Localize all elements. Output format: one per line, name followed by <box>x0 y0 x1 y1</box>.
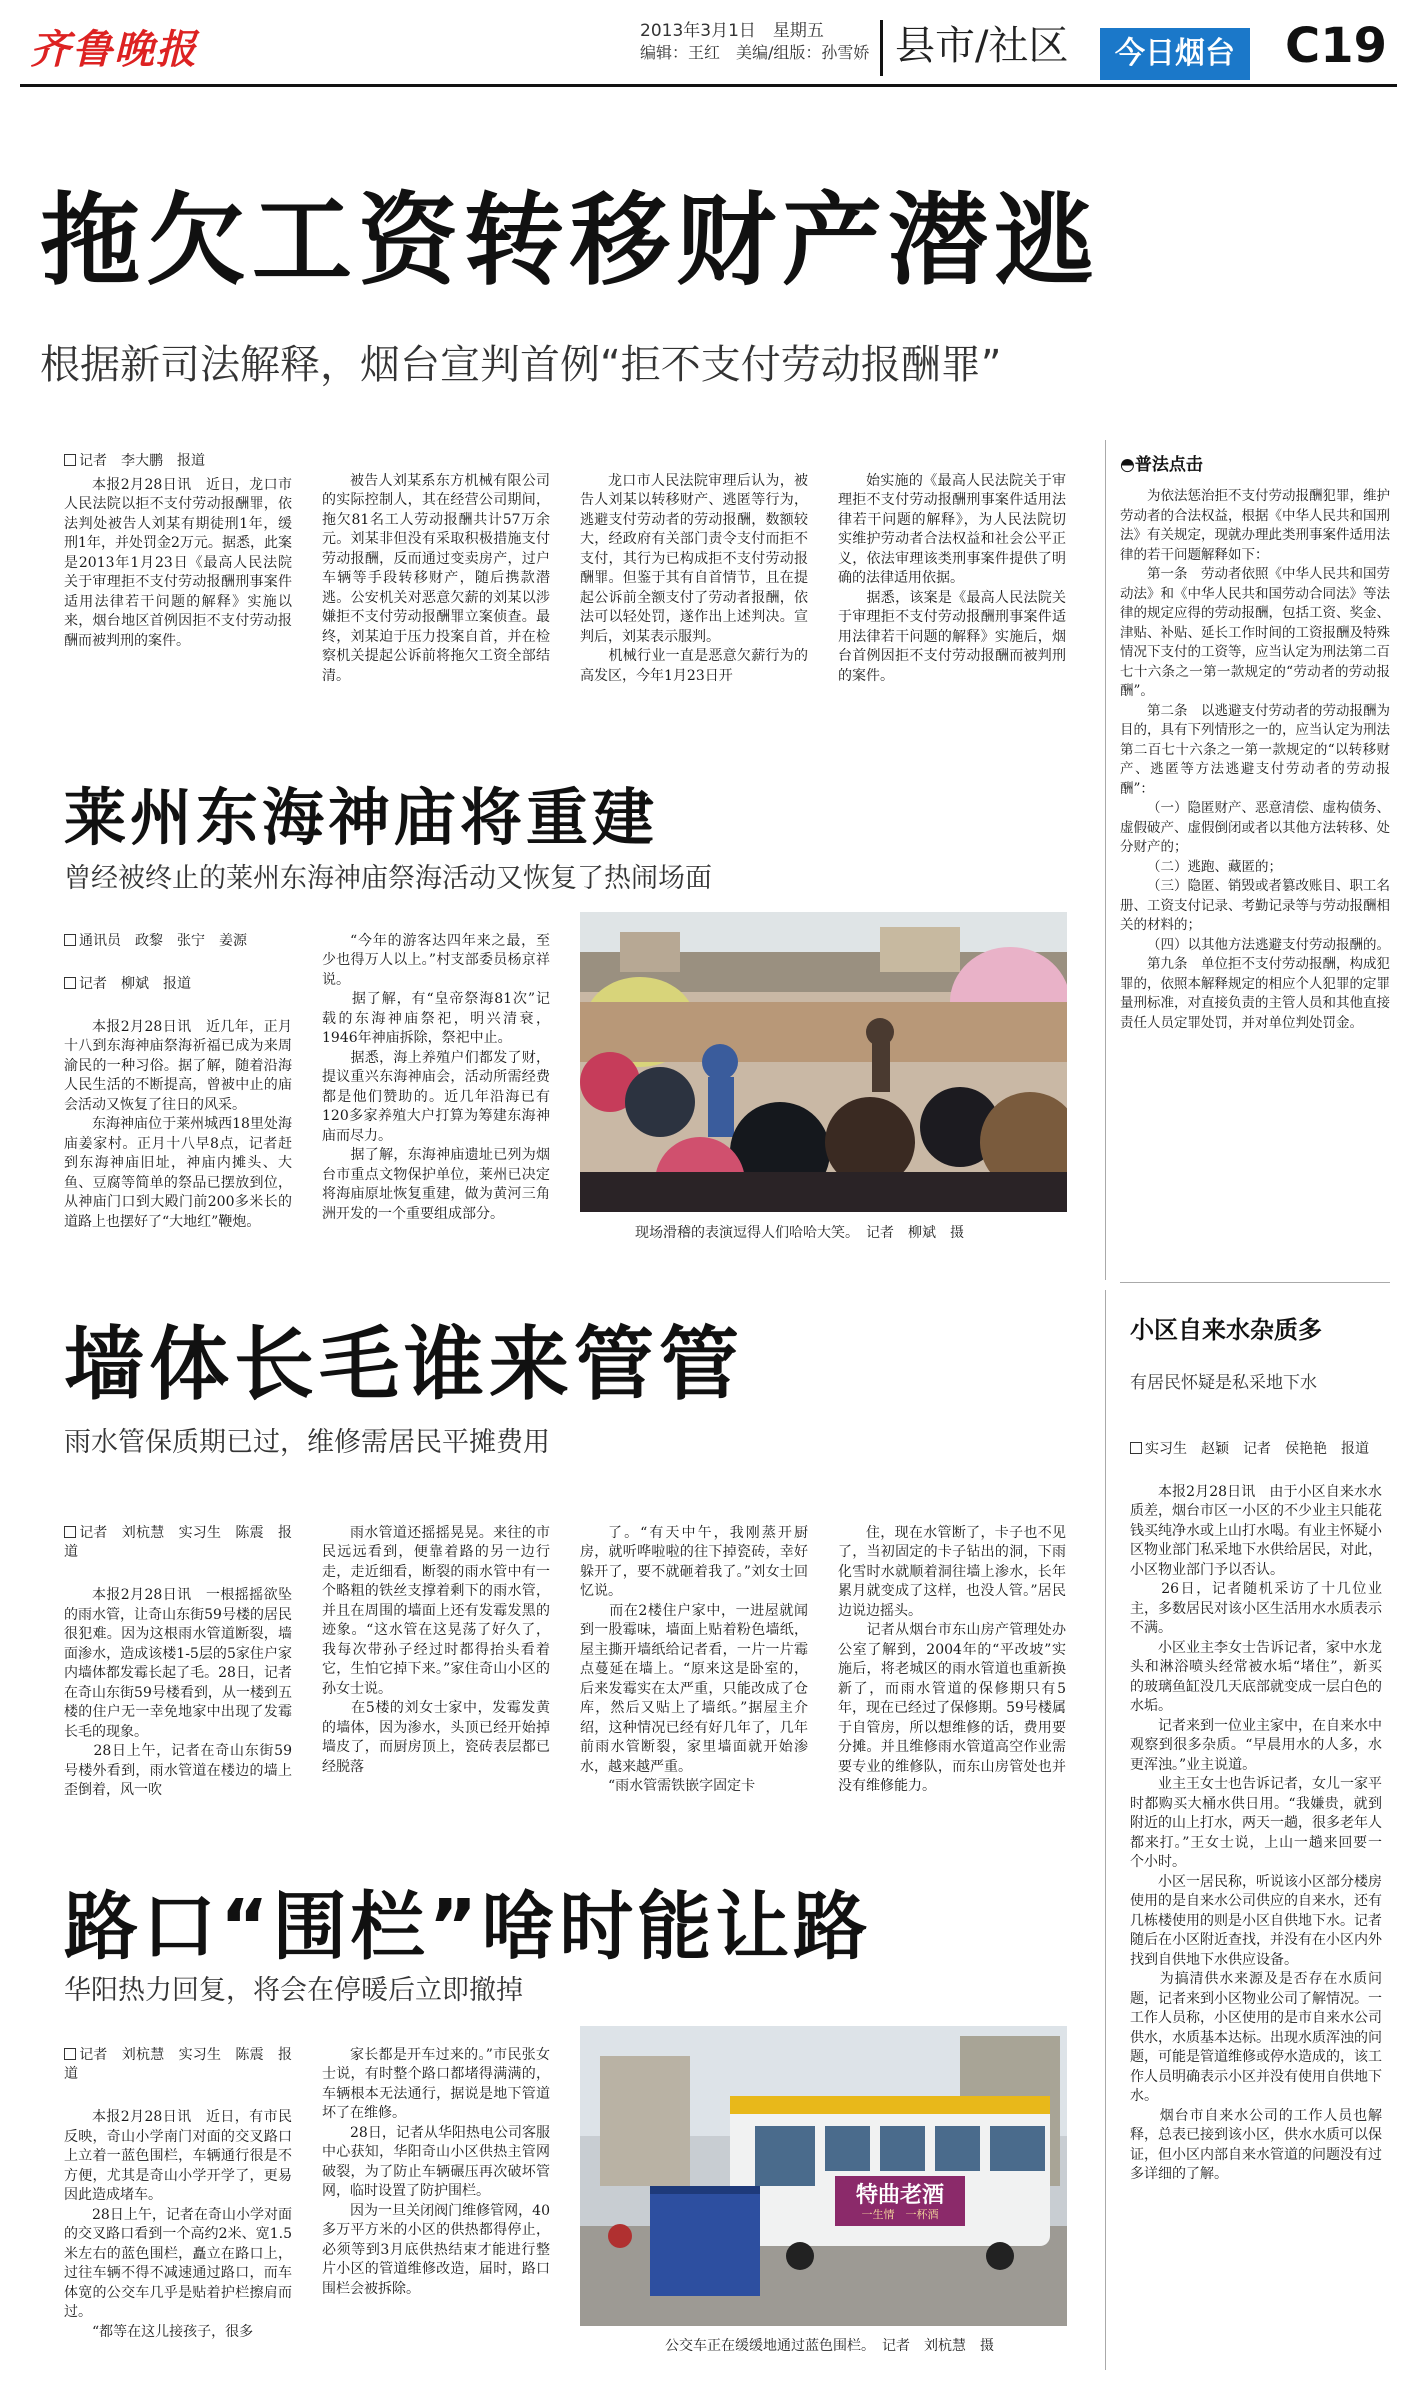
law-article-2c: （三）隐匿、销毁或者篡改账目、职工名册、工资支付记录、考勤记录等与劳动报酬相关的材料的； <box>1120 878 1390 933</box>
story5-headline: 小区自来水杂质多 <box>1130 1316 1322 1344</box>
story4-byline: 记者 刘杭慧 实习生 陈震 报道 <box>64 2046 292 2082</box>
story4-text-col2: 家长都是开车过来的。”市民张女士说，有时整个路口都堵得满满的，车辆根本无法通行，据说是地下管道坏了在维修。 28日，记者从华阳热电公司客服中心获知，华阳奇山小区供热主管网破裂，为了防止车辆碾压再次破坏管网，临时设置了防护围栏。 因为一旦关闭阀门维修管网，40多万平方米的小区的供热都得停止，必须等到3月底供热结束才能进行整片小区的管道维修改造，届时，路口围栏会被拆除。 <box>322 2046 550 2297</box>
story3-headline: 墙体长毛谁来管管 <box>64 1318 744 1411</box>
bus-ad-slogan: 一生情 一杯酒 <box>861 2208 939 2221</box>
story3-col4 <box>838 1504 1066 1816</box>
story5-top-rule <box>1120 1282 1390 1283</box>
bus-ad-title: 特曲老酒 <box>855 2183 944 2208</box>
story4-photo-caption: 公交车正在缓缓地通过蓝色围栏。 记者 刘杭慧 摄 <box>665 2338 994 2354</box>
section-badge: 今日烟台 <box>1100 28 1250 80</box>
story4-col2 <box>322 2026 550 2319</box>
story5-divider <box>1105 1290 1106 2370</box>
story1-text-col4: 始实施的《最高人民法院关于审理拒不支付劳动报酬刑事案件适用法律若干问题的解释》，为人民法院切实维护劳动者合法权益和社会公平正义，依法审理该类刑事案件提供了明确的法律适用依据。 据悉，该案是《最高人民法院关于审理拒不支付劳动报酬刑事案件适用法律若干问题的解释》实施后，烟台首例因拒不支付劳动报酬而被判刑的案件。 <box>838 472 1066 684</box>
story1-col1 <box>64 452 292 651</box>
story2-col2 <box>322 912 550 1244</box>
top-rule <box>20 84 1397 87</box>
story2-photo-caption: 现场滑稽的表演逗得人们哈哈大笑。 记者 柳斌 摄 <box>635 1225 964 1241</box>
story5-text: 本报2月28日讯 由于小区自来水水质差，烟台市区一小区的不少业主只能花钱买纯净水或上山打水喝。有业主怀疑小区物业部门私采地下水供给居民，对此，小区物业部门予以否认。 26日，记者随机采访了十几位业主，多数居民对该小区生活用水水质表示不满。 小区业主李女士告诉记者，家中水龙头和淋浴喷头经常被水垢“堵住”，新买的玻璃鱼缸没几天底部就变成一层白色的水垢。 记者来到一位业主家中，在自来水中观察到很多杂质。“早晨用水的人多，水更浑浊。”业主说道。 业主王女士也告诉记者，女儿一家平时都购买大桶水供日用。“我嫌贵，就到附近的山上打水，两天一趟，很多老年人都来打。”王女士说，上山一趟来回要一个小时。 小区一居民称，听说该小区部分楼房使用的是自来水公司供应的自来水，还有几栋楼使用的则是小区自供地下水。记者随后在小区附近查找，并没有在小区内外找到自供地下水供应设备。 为搞清供水来源及是否存在水质问题，记者来到小区物业公司了解情况。一工作人员称，小区使用的是市自来水公司供水，水质基本达标。出现水质浑浊的问题，可能是管道维修或停水造成的，该工作人员明确表示小区并没有使用自供地下水。 烟台市自来水公司的工作人员也解释，总表已接到该小区，供水水质可以保证，但小区内部自来水管道的问题没有过多详细的了解。 <box>1130 1483 1382 2182</box>
story4-subhead: 华阳热力回复，将会在停暖后立即撤掉 <box>64 1975 523 2006</box>
law-article-9: 第九条 单位拒不支付劳动报酬，构成犯罪的，依照本解释规定的相应个人犯罪的定罪量刑标准，对直接负责的主管人员和其他直接责任人员定罪处罚，并对单位判处罚金。 <box>1120 956 1390 1031</box>
story4-text-col1: 本报2月28日讯 近日，有市民反映，奇山小学南门对面的交叉路口上立着一蓝色围栏，车辆通行很是不方便，尤其是奇山小学开学了，更易因此造成堵车。 28日上午，记者在奇山小学对面的交叉路口看到一个高约2米、宽1.5米左右的蓝色围栏，矗立在路口上，过往车辆不得不减速通过路口，而车体宽的公交车几乎是贴着护栏擦肩而过。 “都等在这儿接孩子，很多 <box>64 2109 292 2340</box>
story1-col3 <box>580 452 808 706</box>
law-article-2d: （四）以其他方法逃避支付劳动报酬的。 <box>1147 936 1390 953</box>
story3-byline: 记者 刘杭慧 实习生 陈震 报道 <box>64 1524 292 1560</box>
story2-text-col2: “今年的游客达四年来之最，至少也得万人以上。”村支部委员杨京祥说。 据了解，有“皇帝祭海81次”记载的东海神庙祭祀，明兴清衰，1946年神庙拆除，祭祀中止。 据悉，海上养殖户们都发了财，提议重兴东海神庙会，活动所需经费都是他们赞助的。近几年沿海已有120多家养殖大户打算为筹建东海神庙而尽力。 据了解，东海神庙遗址已列为烟台市重点文物保护单位，莱州已决定将海庙原址恢复重建，做为黄河三角洲开发的一个重要组成部分。 <box>322 932 550 1222</box>
story3-text-col2: 雨水管道还摇摇晃晃。来往的市民远远看到，便靠着路的另一边行走，走近细看，断裂的雨水管中有一个略粗的铁丝支撑着剩下的雨水管，并且在周围的墙面上还有发霉发黑的迹象。“这水管在这晃荡了好久了，我每次带孙子经过时都得抬头看着它，生怕它掉下来。”家住奇山小区的孙女士说。 在5楼的刘女士家中，发霉发黄的墙体，因为渗水，头顶已经开始掉墙皮了，而厨房顶上，瓷砖表层都已经脱落 <box>322 1524 550 1775</box>
story1-text-col1: 本报2月28日讯 近日，龙口市人民法院以拒不支付劳动报酬罪，依法判处被告人刘某有期徒刑1年，缓刑1年，并处罚金2万元。据悉，此案是2013年1月23日《最高人民法院关于审理拒不支付劳动报酬刑事案件适用法律若干问题的解释》实施以来，烟台地区首例因拒不支付劳动报酬而被判刑的案件。 <box>64 476 292 649</box>
story1-byline: 记者 李大鹏 报道 <box>64 452 292 472</box>
story3-text-col3: 了。“有天中午，我刚蒸开厨房，就听哗啦啦的往下掉瓷砖，幸好躲开了，要不就砸着我了。”刘女士回忆说。 而在2楼住户家中，一进屋就闻到一股霉味，墙面上贴着粉色墙纸，屋主撕开墙纸给记者看，一片一片霉点蔓延在墙上。“原来这是卧室的，后来发霉实在太严重，只能改成了仓库，然后又贴上了墙纸。”据屋主介绍，这种情况已经有好几年了，几年前雨水管断裂，家里墙面就开始渗水，越来越严重。 “雨水管需铁嵌字固定卡 <box>580 1524 808 1794</box>
story1-col2 <box>322 452 550 706</box>
story1-subhead: 根据新司法解释，烟台宣判首例“拒不支付劳动报酬罪” <box>40 342 1002 388</box>
law-sidebar-body <box>1120 487 1390 1033</box>
story3-subhead: 雨水管保质期已过，维修需居民平摊费用 <box>64 1427 550 1458</box>
story3-text-col1: 本报2月28日讯 一根摇摇欲坠的雨水管，让奇山东街59号楼的居民很犯难。因为这根雨水管道断裂，墙面渗水，造成该楼1-5层的5家住户家内墙体都发霉长起了毛。28日，记者在奇山东街59号楼看到，从一楼到五楼的住户无一幸免地家中出现了发霉长毛的现象。 28日上午，记者在奇山东街59号楼外看到，雨水管道在楼边的墙上歪倒着，风一吹 <box>64 1587 292 1798</box>
story2-byline-2: 记者 柳斌 报道 <box>64 975 292 995</box>
page-number: C19 <box>1285 18 1388 74</box>
sidebar-divider <box>1105 440 1106 1280</box>
story5-body <box>1130 1420 1382 2204</box>
story1-text-col3: 龙口市人民法院审理后认为，被告人刘某以转移财产、逃匿等行为，逃避支付劳动者的劳动报酬，数额较大，经政府有关部门责令支付而拒不支付，其行为已构成拒不支付劳动报酬罪。但鉴于其有自首情节，且在提起公诉前全额支付了劳动者报酬，依法可以轻处罚，遂作出上述判决。宣判后，刘某表示服判。 机械行业一直是恶意欠薪行为的高发区，今年1月23日开 <box>580 472 808 684</box>
story3-col2 <box>322 1504 550 1797</box>
editor-credits: 编辑：王红 美编/组版：孙雪娇 <box>640 43 870 62</box>
story2-text-col1: 本报2月28日讯 近几年，正月十八到东海神庙祭海祈福已成为来周渝民的一种习俗。据了解，随着沿海人民生活的不断提高，曾被中止的庙会活动又恢复了往日的风采。 东海神庙位于莱州城西18里处海庙姜家村。正月十八早8点，记者赶到东海神庙旧址，神庙内摊头、大鱼、豆腐等简单的祭品已摆放到位，从神庙门口到大殿门前200多米长的道路上也摆好了“大地红”鞭炮。 <box>64 1018 292 1230</box>
newspaper-logo: 齐鲁晚报 <box>30 26 198 73</box>
story1-col4 <box>838 452 1066 706</box>
law-article-1: 第一条 劳动者依照《中华人民共和国劳动法》和《中华人民共和国劳动合同法》等法律的规定应得的劳动报酬，包括工资、奖金、津贴、补贴、延长工作时间的工资报酬及特殊情况下支付的工资等，应当认定为刑法第二百七十六条之一第一款规定的“劳动者的劳动报酬”。 <box>1120 566 1390 699</box>
story4-headline: 路口“围栏”啥时能让路 <box>64 1884 872 1970</box>
issue-date: 2013年3月1日 星期五 <box>640 21 824 41</box>
story2-subhead: 曾经被终止的莱州东海神庙祭海活动又恢复了热闹场面 <box>64 863 712 894</box>
story3-text-col4: 住，现在水管断了，卡子也不见了，当初固定的卡子钻出的洞，下雨化雪时水就顺着洞往墙上渗水，长年累月就变成了这样，也没人管。”居民边说边摇头。 记者从烟台市东山房产管理处办公室了解到，2004年的“平改坡”实施后，将老城区的雨水管道也重新换新了，而雨水管道的保修期只有5年，现在已经过了保修期。59号楼属于自管房，所以想维修的话，费用要分摊。并且维修雨水管道高空作业需要专业的维修队，而东山房管处也并没有维修能力。 <box>838 1524 1066 1794</box>
law-article-2b: （二）逃跑、藏匿的； <box>1147 858 1282 875</box>
bus-fence-photo <box>580 2026 1067 2326</box>
story1-headline: 拖欠工资转移财产潜逃 <box>40 182 1100 299</box>
story3-col1 <box>64 1504 292 1820</box>
law-intro: 为依法惩治拒不支付劳动报酬犯罪，维护劳动者的合法权益，根据《中华人民共和国刑法》有关规定，现就办理此类刑事案件适用法律的若干问题解释如下： <box>1120 488 1390 563</box>
law-sidebar <box>1120 450 1390 1033</box>
section-title: 县市/社区 <box>895 23 1069 69</box>
masthead-divider <box>880 20 883 76</box>
story2-col1 <box>64 912 292 1252</box>
law-article-2a: （一）隐匿财产、恶意清偿、虚构债务、虚假破产、虚假倒闭或者以其他方法转移、处分财产的； <box>1120 800 1390 855</box>
story5-byline: 实习生 赵颖 记者 侯艳艳 报道 <box>1130 1440 1382 1460</box>
law-sidebar-title: ◓普法点击 <box>1120 455 1203 475</box>
story3-col3 <box>580 1504 808 1816</box>
temple-festival-photo <box>580 912 1067 1212</box>
story5-subhead: 有居民怀疑是私采地下水 <box>1130 1373 1317 1393</box>
law-article-2: 第二条 以逃避支付劳动者的劳动报酬为目的，具有下列情形之一的，应当认定为刑法第二百七十六条之一第一款规定的“以转移财产、逃匿等方法逃避支付劳动者的劳动报酬”： <box>1120 702 1390 797</box>
story2-headline: 莱州东海神庙将重建 <box>64 781 659 854</box>
story1-text-col2: 被告人刘某系东方机械有限公司的实际控制人，其在经营公司期间，拖欠81名工人劳动报酬共计57万余元。刘某非但没有采取积极措施支付劳动报酬，反而通过变卖房产，过户车辆等手段转移财产，随后携款潜逃。公安机关对恶意欠薪的刘某以涉嫌拒不支付劳动报酬罪立案侦查。最终，刘某迫于压力投案自首，并在检察机关提起公诉前将拖欠工资全部结清。 <box>322 472 550 684</box>
story2-byline-1: 通讯员 政黎 张宁 姜源 <box>64 932 292 952</box>
story4-col1 <box>64 2026 292 2362</box>
